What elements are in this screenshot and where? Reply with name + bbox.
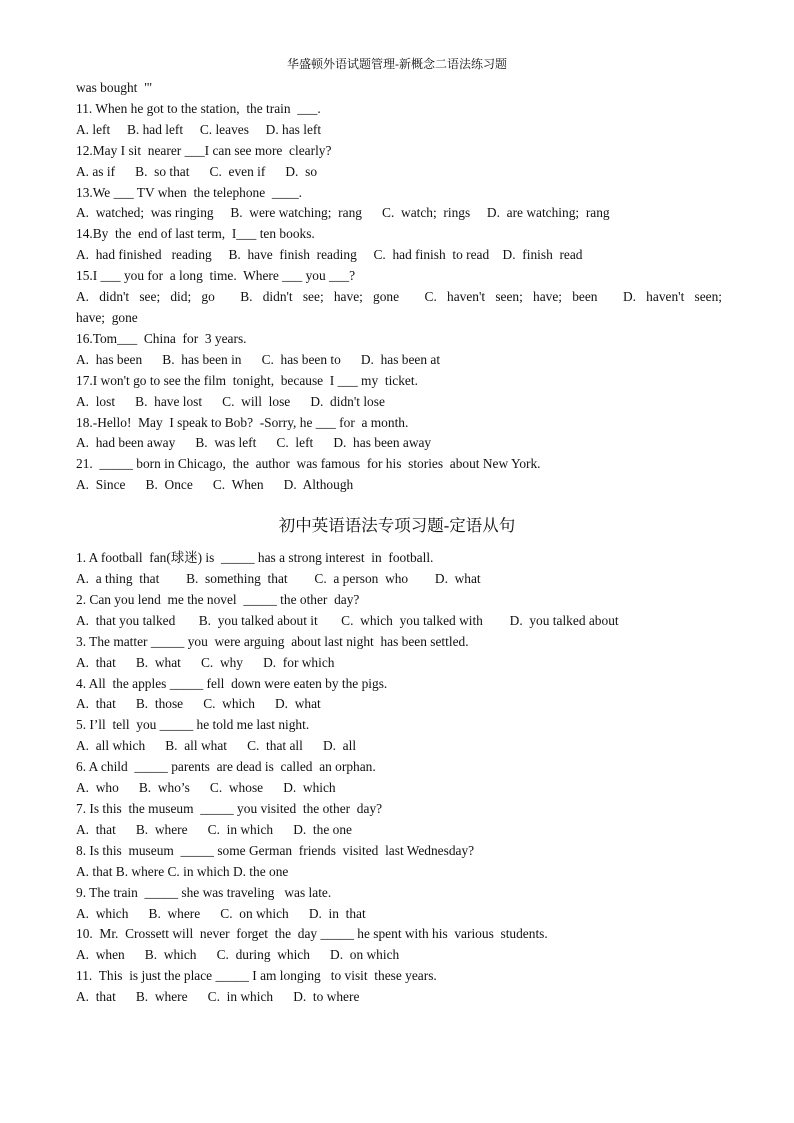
answer-options: A. that B. where C. in which D. the one: [76, 821, 352, 837]
question-text: 15.I ___ you for a long time. Where ___ you ___?: [76, 268, 356, 284]
answer-options: A. as if B. so that C. even if D. so: [76, 163, 318, 179]
page-header: 华盛顿外语试题管理-新概念二语法练习题: [287, 57, 507, 71]
section-title: 初中英语语法专项习题-定语从句: [278, 516, 516, 536]
answer-options: A. didn't see; did; go B. didn't see; have; gone C. haven't seen; have; been D. haven't seen;: [76, 289, 722, 305]
answer-options: A. lost B. have lost C. will lose D. didn't lose: [76, 393, 385, 409]
question-text: 9. The train _____ she was traveling was late.: [76, 884, 332, 900]
question-text: 2. Can you lend me the novel _____ the other day?: [76, 591, 360, 607]
question-text: 11. When he got to the station, the train ___.: [76, 100, 321, 116]
question-text: 18.-Hello! May I speak to Bob? -Sorry, he ___ for a month.: [76, 414, 409, 430]
answer-options: A. left B. had left C. leaves D. has left: [76, 121, 322, 137]
answer-options: A. that you talked B. you talked about it C. which you talked with D. you talked about: [76, 612, 619, 628]
section-spacer: [76, 496, 722, 515]
answer-options: A. has been B. has been in C. has been to D. has been at: [76, 351, 441, 367]
answer-options: A. a thing that B. something that C. a person who D. what: [76, 571, 481, 587]
question-text: 17.I won't go to see the film tonight, because I ___ my ticket.: [76, 372, 418, 388]
answer-options: A. when B. which C. during which D. on which: [76, 947, 400, 963]
answer-options: A. watched; was ringing B. were watching; rang C. watch; rings D. are watching; rang: [76, 205, 610, 221]
question-text: 13.We ___ TV when the telephone ____.: [76, 184, 303, 200]
question-text: 12.May I sit nearer ___I can see more clearly?: [76, 142, 332, 158]
question-text: 10. Mr. Crossett will never forget the day _____ he spent with his various students.: [76, 926, 548, 942]
question-text: 3. The matter _____ you were arguing about last night has been settled.: [76, 633, 469, 649]
answer-options: A. that B. where C. in which D. the one: [76, 863, 289, 879]
answer-options: A. had finished reading B. have finish reading C. had finish to read D. finish read: [76, 247, 583, 263]
answer-options: A. that B. what C. why D. for which: [76, 654, 335, 670]
answer-options: A. Since B. Once C. When D. Although: [76, 477, 354, 493]
question-text: 11. This is just the place _____ I am longing to visit these years.: [76, 968, 437, 984]
question-text: 6. A child _____ parents are dead is called an orphan.: [76, 759, 376, 775]
question-text: 14.By the end of last term, I___ ten books.: [76, 226, 315, 242]
text-line: was bought "': [76, 80, 152, 95]
answer-options: A. who B. who’s C. whose D. which: [76, 780, 336, 796]
question-text: 1. A football fan(球迷) is _____ has a strong interest in football.: [76, 550, 434, 566]
question-text: 21. _____ born in Chicago, the author was famous for his stories about New York.: [76, 456, 541, 472]
question-text: 7. Is this the museum _____ you visited the other day?: [76, 801, 383, 816]
answer-options: A. that B. those C. which D. what: [76, 696, 321, 712]
answer-options: A. which B. where C. on which D. in that: [76, 905, 366, 921]
answer-options: A. all which B. all what C. that all D. all: [76, 738, 357, 754]
answer-options: A. had been away B. was left C. left D. has been away: [76, 435, 432, 451]
document-body: [76, 78, 722, 1008]
answer-options: A. that B. where C. in which D. to where: [76, 989, 360, 1005]
answer-options-continued: have; gone: [76, 309, 138, 325]
question-text: 5. I’ll tell you _____ he told me last night.: [76, 717, 310, 733]
question-text: 16.Tom___ China for 3 years.: [76, 330, 247, 346]
question-text: 4. All the apples _____ fell down were eaten by the pigs.: [76, 675, 388, 691]
question-text: 8. Is this museum _____ some German friends visited last Wednesday?: [76, 842, 475, 858]
